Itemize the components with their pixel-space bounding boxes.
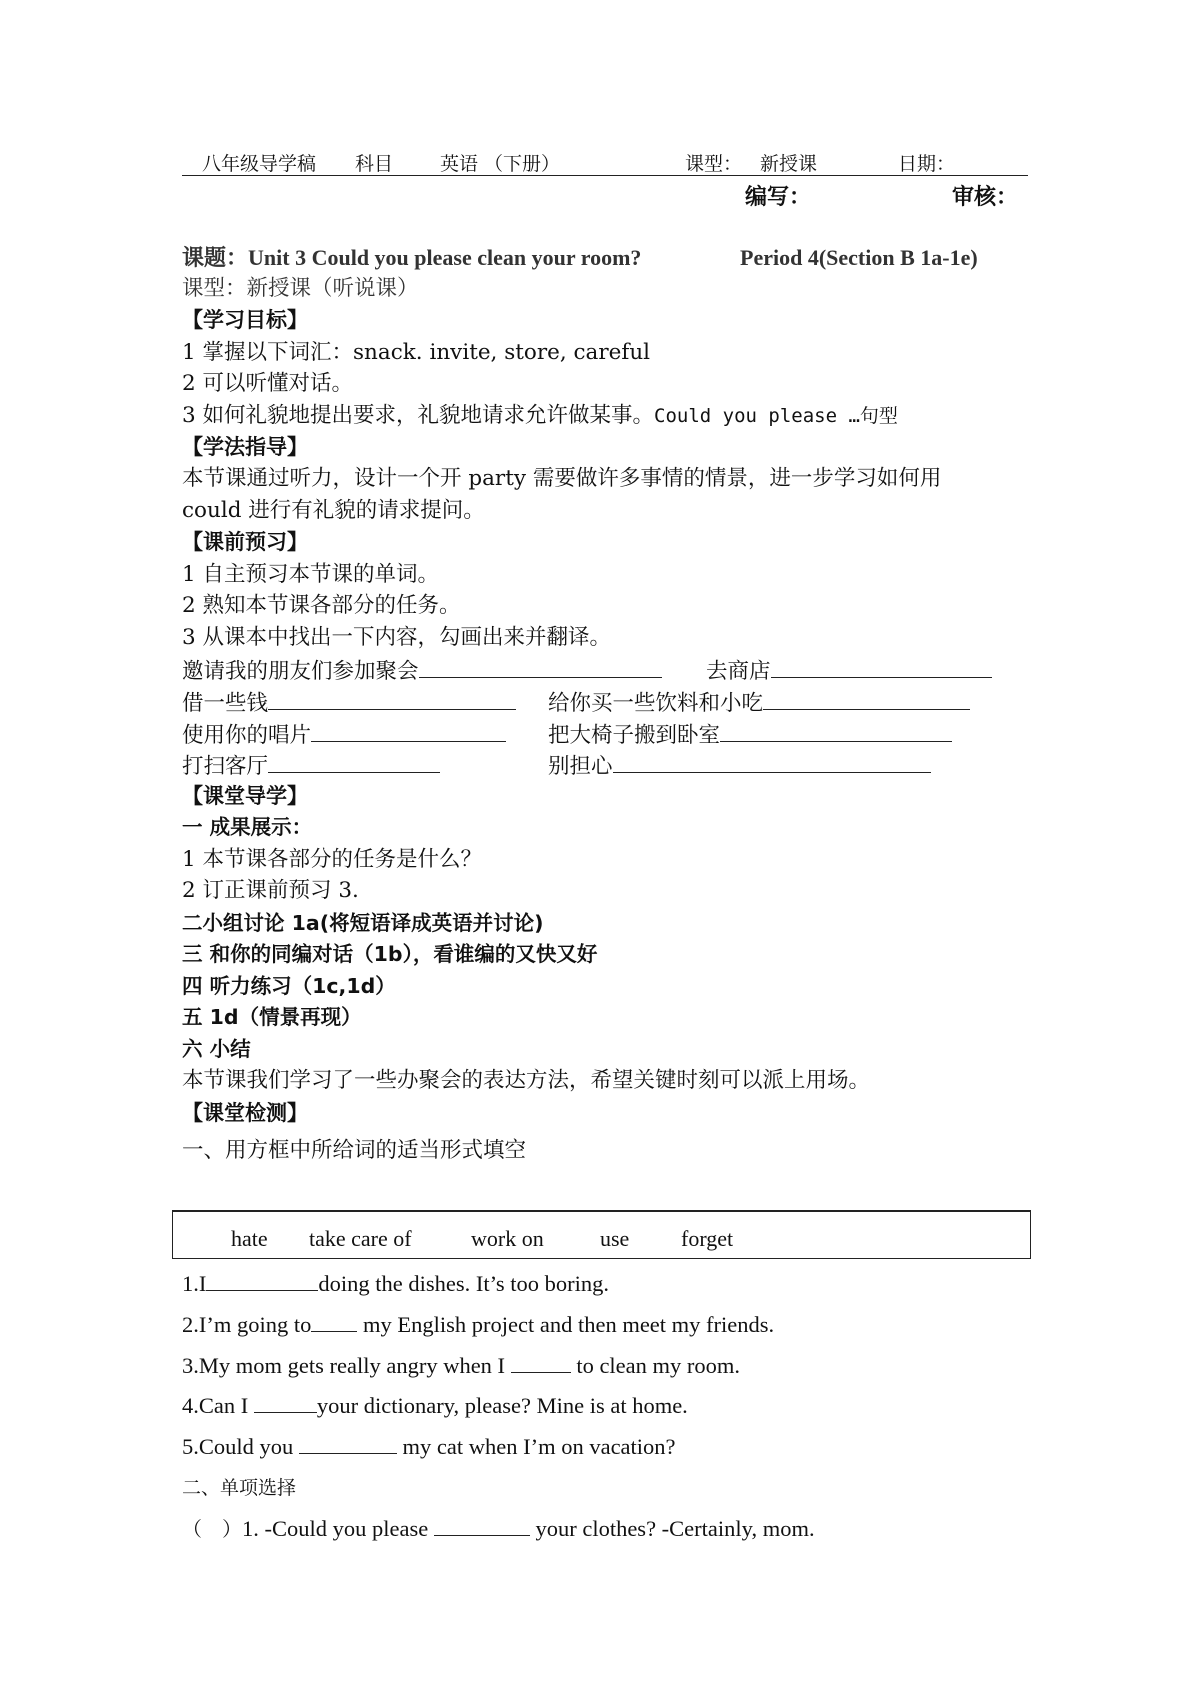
test-part-2: 二、单项选择 (182, 1477, 297, 1499)
fill-blank[interactable] (299, 1433, 397, 1454)
word-box-item: hate (231, 1226, 268, 1251)
lesson-type-value: 新授课 (760, 153, 818, 175)
classroom-part-4: 四 听力练习（1c,1d） (182, 974, 396, 998)
grade-label: 八年级导学稿 (202, 153, 317, 175)
phrase-row: 去商店 (706, 655, 992, 686)
classroom-part-1-item-2: 2 订正课前预习 3. (182, 878, 359, 903)
subject-label: 科目 (355, 153, 394, 175)
lesson-type-label: 课型： (685, 153, 743, 175)
word-box-item: use (600, 1226, 630, 1251)
test-heading: 【课堂检测】 (182, 1101, 308, 1125)
lesson-title (182, 244, 641, 272)
preview-heading: 【课前预习】 (182, 530, 308, 554)
fill-blank[interactable] (311, 1311, 357, 1332)
classroom-part-5: 五 1d（情景再现） (182, 1005, 362, 1029)
phrase-row: 别担心 (548, 750, 931, 781)
title-period: Period 4(Section B 1a-1e) (740, 245, 978, 270)
word-box (172, 1210, 1031, 1259)
classroom-part-2: 二小组讨论 1a(将短语译成英语并讨论) (182, 911, 544, 935)
fill-sentence-3: 3.My mom gets really angry when I to clean my room. (182, 1353, 741, 1378)
phrase-row: 使用你的唱片 (182, 719, 506, 750)
classroom-part-1: 一 成果展示： (182, 815, 313, 839)
classroom-summary: 本节课我们学习了一些办聚会的表达方法，希望关键时刻可以派上用场。 (182, 1068, 871, 1093)
phrase-row: 打扫客厅 (182, 750, 440, 781)
editor-label: 编写： (745, 185, 812, 210)
classroom-heading: 【课堂导学】 (182, 784, 308, 808)
reviewer-label: 审核： (952, 185, 1019, 210)
word-box-item: work on (471, 1226, 544, 1251)
fill-sentence-1: 1.I doing the dishes. It’s too boring. (182, 1271, 609, 1296)
fill-sentence-4: 4.Can I your dictionary, please? Mine is at home. (182, 1393, 688, 1418)
word-box-item: take care of (309, 1226, 412, 1251)
fill-blank[interactable] (511, 1352, 571, 1373)
phrase-row: 给你买一些饮料和小吃 (548, 687, 970, 718)
date-label: 日期： (898, 153, 956, 175)
header-bar (182, 147, 1028, 176)
preview-item-1: 1 自主预习本节课的单词。 (182, 562, 440, 587)
choice-blank[interactable] (434, 1515, 530, 1536)
phrase-blank[interactable] (419, 655, 662, 678)
method-heading: 【学法指导】 (182, 435, 308, 459)
phrase-blank[interactable] (311, 719, 506, 742)
objective-3-pattern: Could you please …句型 (654, 405, 898, 427)
phrase-row: 借一些钱 (182, 687, 516, 718)
subject-value: 英语 （下册） (440, 153, 561, 175)
objective-2: 2 可以听懂对话。 (182, 371, 354, 396)
classroom-part-6: 六 小结 (182, 1037, 251, 1061)
test-part-1: 一、用方框中所给词的适当形式填空 (182, 1138, 527, 1163)
answer-bracket[interactable]: （ ） (182, 1517, 242, 1541)
fill-sentence-5: 5.Could you my cat when I’m on vacation? (182, 1434, 676, 1459)
method-line-1: 本节课通过听力，设计一个开 party 需要做许多事情的情景，进一步学习如何用 (182, 466, 942, 491)
phrase-row: 把大椅子搬到卧室 (548, 719, 952, 750)
fill-blank[interactable] (254, 1392, 317, 1413)
method-line-2: could 进行有礼貌的请求提问。 (182, 498, 485, 523)
lesson-type-line: 课型：新授课（听说课） (182, 276, 419, 301)
fill-sentence-2: 2.I’m going to my English project and then meet my friends. (182, 1312, 775, 1337)
preview-item-3: 3 从课本中找出一下内容，勾画出来并翻译。 (182, 625, 612, 650)
choice-question-1: （ ）1. -Could you please your clothes? -Certainly, mom. (182, 1516, 815, 1541)
phrase-blank[interactable] (268, 750, 440, 773)
title-unit: Unit 3 Could you please clean your room? (248, 245, 642, 270)
phrase-row: 邀请我的朋友们参加聚会 (182, 655, 662, 686)
title-label: 课题： (182, 245, 249, 271)
classroom-part-3: 三 和你的同编对话（1b），看谁编的又快又好 (182, 942, 598, 966)
phrase-blank[interactable] (613, 750, 931, 773)
objective-1: 1 掌握以下词汇：snack. invite, store, careful (182, 340, 651, 365)
phrase-blank[interactable] (268, 687, 516, 710)
preview-item-2: 2 熟知本节课各部分的任务。 (182, 593, 461, 618)
fill-blank[interactable] (206, 1270, 318, 1291)
phrase-blank[interactable] (763, 687, 970, 710)
phrase-blank[interactable] (720, 719, 952, 742)
phrase-blank[interactable] (771, 655, 992, 678)
objectives-heading: 【学习目标】 (182, 308, 308, 332)
objective-3: 3 如何礼貌地提出要求，礼貌地请求允许做某事。Could you please …句型 (182, 403, 898, 428)
word-box-item: forget (681, 1226, 734, 1251)
classroom-part-1-item-1: 1 本节课各部分的任务是什么？ (182, 847, 483, 872)
